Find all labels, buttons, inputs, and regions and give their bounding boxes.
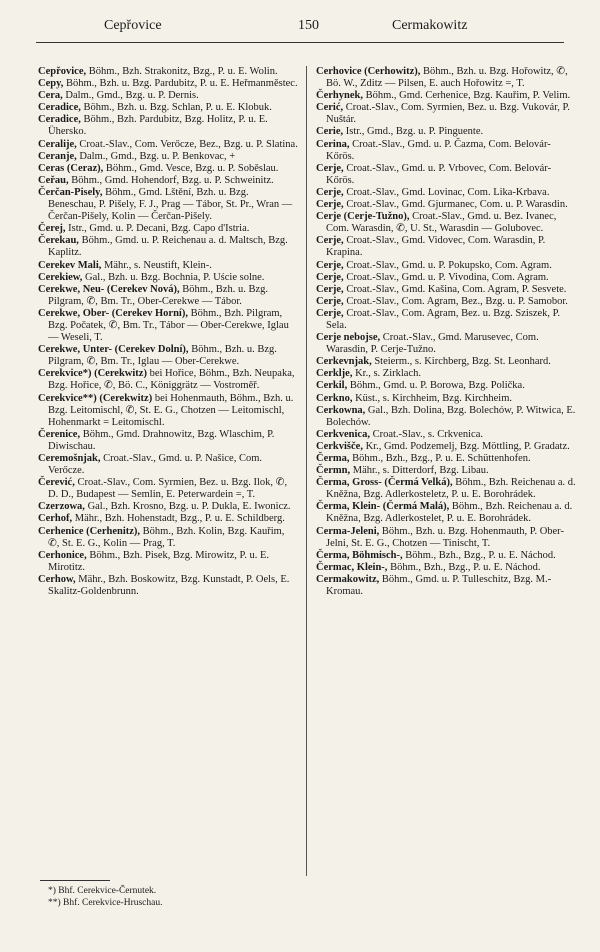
entry-headword: Cerie, — [316, 126, 344, 138]
gazetteer-entry — [38, 272, 298, 284]
entry-text: Croat.-Slav., Gmd. Kašina, Com. Agram, P. Sesvete. — [343, 283, 567, 295]
entry-headword: Ceradice, — [38, 114, 81, 126]
entry-text: bei Hohenmauth, Böhm., Bzh. u. Bzg. Leitomischl, ✆, St. E. G., Chotzen — Leitomischl, Hohenmarkt = Leitomischl. — [48, 392, 294, 428]
gazetteer-entry — [38, 90, 298, 102]
gazetteer-entry — [38, 344, 298, 368]
entry-text: Böhm., Bzh. Pilgram, Bzg. Počatek, ✆, Bm. Tr., Tábor — Ober-Cerekwe, Iglau — Weseli, T. — [48, 307, 289, 344]
entry-text: Croat.-Slav., Gmd. u. P. Vrbovec, Com. Belovár-Kőrös. — [326, 162, 552, 186]
gazetteer-entry — [38, 102, 298, 114]
gazetteer-entry — [316, 235, 576, 259]
entry-headword: Cepřovice, — [38, 66, 87, 77]
gazetteer-entry — [38, 163, 298, 175]
entry-text: Böhm., Bzh. u. Bzg. Hohenmauth, P. Ober-Jelni, St. E. G., Chotzen — Tinischt, T. — [326, 525, 564, 549]
entry-text: Böhm., Bzh. Reichenau a. d. Kněžna, Bzg. Adlerkostelet, P. u. E. Borohrádek. — [326, 501, 573, 525]
entry-text: Böhm., Gmd. Drahnowitz, Bzg. Wlaschim, P. Diwischau. — [48, 428, 275, 452]
entry-headword: Cerkevnjak, — [316, 356, 372, 368]
column-divider — [306, 66, 307, 876]
header-rule — [36, 42, 564, 43]
entry-headword: Ceras (Ceraz), — [38, 162, 104, 174]
entry-text: Böhm., Bzh., Bzg., P. u. E. Náchod. — [387, 561, 541, 573]
gazetteer-entry — [38, 550, 298, 574]
header-right-keyword: Cermakowitz — [392, 18, 468, 33]
entry-text: Böhm., Bzh. u. Bzg. Pilgram, ✆, Bm. Tr., Iglau — Ober-Cerekwe. — [48, 344, 277, 368]
footnote-1: *) Bhf. Cerekvice-Černutek. — [48, 886, 157, 896]
entry-text: Böhm., Bzh. Pardubitz, Bzg. Holitz, P. u. E. Ühersko. — [48, 114, 268, 138]
gazetteer-entry — [316, 453, 576, 465]
entry-text: Mähr., s. Neustift, Klein-. — [101, 259, 212, 271]
entry-headword: Cerma-Jeleni, — [316, 525, 380, 537]
entry-headword: Cerje, — [316, 186, 344, 198]
entry-headword: Cerekwe, Unter- (Cerekev Dolní), — [38, 344, 189, 356]
entry-text: Böhm., Gmd. Lštění, Bzh. u. Bzg. Beneschau, P. Pišely, F. J., Prag — Tábor, St. Pr., Wran — Čerčan-Pišely, Kolin — Čerčan-Pišely. — [48, 186, 293, 223]
entry-headword: Cerje, — [316, 307, 344, 319]
gazetteer-entry — [316, 393, 576, 405]
entry-headword: Cerkvišče, — [316, 440, 363, 452]
gazetteer-entry — [316, 139, 576, 163]
entry-headword: Čerenice, — [38, 428, 81, 440]
gazetteer-entry — [38, 139, 298, 151]
entry-text: Böhm., Gmd. u. P. Reichenau a. d. Maltsch, Bzg. Kaplitz. — [48, 235, 288, 259]
entry-text: Croat.-Slav., Gmd. u. P. Čazma, Com. Belovár-Kőrös. — [326, 138, 551, 162]
gazetteer-entry — [316, 380, 576, 392]
entry-headword: Čerević, — [38, 477, 75, 489]
entry-headword: Čerma, Gross- (Čermá Velká), — [316, 477, 453, 489]
footnote-2: **) Bhf. Cerekvice-Hruschau. — [48, 898, 163, 908]
entry-text: Böhm., Bzh. u. Bzg. Schlan, P. u. E. Klobuk. — [80, 102, 272, 114]
gazetteer-entry — [38, 513, 298, 525]
entry-text: Croat.-Slav., Gmd. u. P. Pokupsko, Com. Agram. — [343, 259, 552, 271]
entry-headword: Cerekev Mali, — [38, 259, 102, 271]
entry-headword: Čerhynek, — [316, 90, 363, 102]
entry-headword: Cerje, — [316, 235, 344, 247]
entry-headword: Czerzowa, — [38, 501, 85, 513]
entry-headword: Cerje, — [316, 295, 344, 307]
entry-text: Croat.-Slav., Gmd. Vidovec, Com. Warasdin, P. Krapina. — [326, 235, 546, 259]
gazetteer-entry — [316, 356, 576, 368]
gazetteer-entry — [316, 284, 576, 296]
entry-text: Böhm., Bzh., Bzg., P. u. E. Náchod. — [402, 549, 556, 561]
gazetteer-entry — [316, 102, 576, 126]
gazetteer-entry — [38, 526, 298, 550]
entry-headword: Čerma, Böhmisch-, — [316, 549, 403, 561]
gazetteer-entry — [316, 66, 576, 90]
entry-headword: Čerčan-Pisely, — [38, 186, 103, 198]
gazetteer-entry — [316, 574, 576, 598]
gazetteer-entry — [316, 477, 576, 501]
gazetteer-entry — [316, 163, 576, 187]
gazetteer-entry — [316, 211, 576, 235]
entry-text: Istr., Gmd. u. P. Decani, Bzg. Capo d'Istria. — [65, 223, 250, 235]
entry-text: Croat.-Slav., Com. Syrmien, Bez. u. Bzg. Vukovár, P. Nuštár. — [326, 102, 570, 126]
entry-text: Böhm., Bzh. u. Bzg. Pilgram, ✆, Bm. Tr., Ober-Cerekwe — Tábor. — [48, 283, 268, 307]
entry-text: Kr., Gmd. Podzemelj, Bzg. Möttling, P. Gradatz. — [362, 440, 570, 452]
gazetteer-entry — [316, 429, 576, 441]
entry-headword: Cerje, — [316, 271, 344, 283]
gazetteer-entry — [38, 501, 298, 513]
gazetteer-entry — [38, 308, 298, 344]
entry-text: Böhm., Bzh. u. Bzg. Hořowitz, ✆, Bö. W., Zditz — Pilsen, E. auch Hořowitz =, T. — [326, 66, 568, 90]
entry-text: Gal., Bzh. Krosno, Bzg. u. P. Dukla, E. Iwonicz. — [84, 501, 291, 513]
entry-text: Croat.-Slav., Gmd. Gjurmanec, Com. u. P. Warasdin. — [343, 199, 568, 211]
entry-headword: Čerma, — [316, 453, 350, 464]
entry-headword: Ceradice, — [38, 102, 81, 114]
entry-headword: Cerekiew, — [38, 271, 83, 283]
entry-headword: Cerkno, — [316, 392, 353, 404]
entry-text: Croat.-Slav., s. Crkvenica. — [369, 428, 483, 440]
entry-text: Mähr., Bzh. Hohenstadt, Bzg., P. u. E. Schildberg. — [72, 513, 285, 525]
gazetteer-entry — [316, 199, 576, 211]
gazetteer-entry — [38, 260, 298, 272]
gazetteer-entry — [38, 453, 298, 477]
entry-headword: Cerje (Cerje-Tužno), — [316, 211, 410, 223]
entry-text: Dalm., Gmd., Bzg. u. P. Dernis. — [62, 90, 199, 102]
gazetteer-entry — [38, 429, 298, 453]
entry-headword: Cera, — [38, 90, 63, 102]
gazetteer-entry — [316, 501, 576, 525]
entry-headword: Cerkil, — [316, 380, 348, 392]
gazetteer-entry — [38, 187, 298, 223]
entry-text: Böhm., Gmd. Hohendorf, Bzg. u. P. Schweinitz. — [68, 174, 274, 186]
gazetteer-entry — [316, 272, 576, 284]
gazetteer-entry — [38, 393, 298, 429]
entry-headword: Čerma, Klein- (Čermá Malá), — [316, 501, 450, 513]
gazetteer-entry — [316, 562, 576, 574]
gazetteer-entry — [316, 368, 576, 380]
entry-headword: Cerekwe, Neu- (Cerekev Nová), — [38, 283, 180, 295]
entry-text: Böhm., Bzh. u. Bzg. Pardubitz, P. u. E. Heřmanměstec. — [63, 78, 298, 90]
entry-text: Böhm., Gmd. Vesce, Bzg. u. P. Soběslau. — [103, 162, 279, 174]
entry-headword: Cerekvice**) (Cerekwitz) — [38, 392, 153, 404]
entry-text: Mähr., s. Ditterdorf, Bzg. Libau. — [350, 465, 489, 477]
entry-headword: Cerje, — [316, 162, 344, 174]
gazetteer-entry — [38, 175, 298, 187]
gazetteer-entry — [38, 223, 298, 235]
entry-text: Küst., s. Kirchheim, Bzg. Kirchheim. — [352, 392, 512, 404]
entry-text: Croat.-Slav., Com. Agram, Bez., Bzg. u. P. Samobor. — [343, 295, 568, 307]
entry-text: Croat.-Slav., Gmd. u. Bez. Ivanec, Com. Warasdin, ✆, U. St., Warasdin — Golubovec. — [326, 211, 557, 235]
entry-headword: Cerhof, — [38, 513, 73, 525]
gazetteer-entry — [38, 66, 298, 78]
entry-text: Böhm., Bzh. Kolin, Bzg. Kauřim, ✆, St. E. G., Kolin — Prag, T. — [48, 525, 285, 549]
entry-headword: Cerkowna, — [316, 404, 366, 416]
gazetteer-entry — [38, 574, 298, 598]
entry-headword: Cerina, — [316, 138, 350, 150]
entry-text: Croat.-Slav., Com. Verőcze, Bez., Bzg. u. P. Slatina. — [76, 138, 298, 150]
entry-text: Croat.-Slav., Gmd. u. P. Našice, Com. Verőcze. — [48, 453, 262, 477]
left-column — [38, 66, 298, 598]
footnote-rule — [40, 880, 110, 881]
gazetteer-entry — [316, 405, 576, 429]
entry-headword: Ceřau, — [38, 174, 69, 186]
entry-text: Böhm., Bzh., Bzg., P. u. E. Schüttenhofen. — [349, 453, 531, 464]
gazetteer-entry — [316, 296, 576, 308]
entry-headword: Čerekau, — [38, 235, 79, 247]
gazetteer-entry — [38, 114, 298, 138]
entry-headword: Cerhenice (Cerhenitz), — [38, 525, 141, 537]
page-number: 150 — [298, 18, 319, 33]
entry-headword: Cerklje, — [316, 368, 353, 380]
entry-text: Böhm., Gmd. u. P. Tulleschitz, Bzg. M.-Kromau. — [326, 573, 552, 598]
gazetteer-entry — [316, 550, 576, 562]
entry-headword: Cerić, — [316, 102, 344, 114]
entry-headword: Cerhow, — [38, 573, 76, 585]
entry-text: Croat.-Slav., Gmd. u. P. Vivodina, Com. Agram. — [343, 271, 549, 283]
entry-text: Croat.-Slav., Com. Agram, Bez. u. Bzg. Sziszek, P. Sela. — [326, 307, 560, 331]
entry-text: Böhm., Bzh. Pisek, Bzg. Mirowitz, P. u. E. Mirotitz. — [48, 549, 269, 573]
entry-headword: Ceremošnjak, — [38, 453, 101, 464]
entry-headword: Cermakowitz, — [316, 573, 380, 585]
entry-text: Croat.-Slav., Gmd. Marusevec, Com. Warasdin, P. Cerje-Tužno. — [326, 332, 539, 356]
entry-headword: Cerhovice (Cerhowitz), — [316, 66, 421, 77]
entry-headword: Cerekwe, Ober- (Cerekev Horní), — [38, 307, 188, 319]
gazetteer-entry — [316, 187, 576, 199]
gazetteer-entry — [316, 332, 576, 356]
entry-text: Croat.-Slav., Gmd. Lovinac, Com. Lika-Krbava. — [343, 186, 550, 198]
entry-text: Böhm., Gmd. Cerhenice, Bzg. Kauřim, P. Velim. — [362, 90, 571, 102]
gazetteer-entry — [316, 526, 576, 550]
gazetteer-entry — [38, 368, 298, 392]
gazetteer-entry — [316, 90, 576, 102]
entry-headword: Cerje, — [316, 199, 344, 211]
gazetteer-entry — [316, 465, 576, 477]
entry-headword: Cerekvice*) (Cerekwitz) — [38, 368, 147, 380]
gazetteer-entry — [38, 284, 298, 308]
entry-headword: Ceranje, — [38, 150, 77, 162]
entry-headword: Čermn, — [316, 465, 351, 477]
entry-text: Gal., Bzh. Dolina, Bzg. Bolechów, P. Witwica, E. Bolechów. — [326, 404, 576, 428]
entry-text: Istr., Gmd., Bzg. u. P. Pinguente. — [343, 126, 484, 138]
entry-text: Mähr., Bzh. Boskowitz, Bzg. Kunstadt, P. Oels, E. Skalitz-Goldenbrunn. — [48, 573, 290, 598]
entry-headword: Čermac, Klein-, — [316, 561, 388, 573]
entry-text: Steierm., s. Kirchberg, Bzg. St. Leonhard. — [371, 356, 551, 368]
gazetteer-entry — [38, 78, 298, 90]
gazetteer-entry — [316, 308, 576, 332]
entry-headword: Cerje, — [316, 283, 344, 295]
entry-text: bei Hořice, Böhm., Bzh. Neupaka, Bzg. Hořice, ✆, Bö. C., Königgrätz — Vostroměř. — [48, 368, 295, 392]
gazetteer-entry — [38, 477, 298, 501]
entry-text: Dalm., Gmd., Bzg. u. P. Benkovac, + — [76, 150, 236, 162]
entry-headword: Cerje nebojse, — [316, 332, 381, 344]
entry-text: Kr., s. Zirklach. — [352, 368, 421, 380]
entry-headword: Čerej, — [38, 223, 66, 235]
entry-text: Böhm., Bzh. Strakonitz, Bzg., P. u. E. Wolin. — [86, 66, 278, 77]
entry-headword: Cerje, — [316, 259, 344, 271]
entry-text: Böhm., Gmd. u. P. Borowa, Bzg. Polička. — [347, 380, 525, 392]
gazetteer-entry — [316, 126, 576, 138]
entry-text: Gal., Bzh. u. Bzg. Bochnia, P. Uście solne. — [82, 271, 265, 283]
gazetteer-entry — [316, 260, 576, 272]
header-left-keyword: Cepřovice — [104, 18, 162, 33]
gazetteer-entry — [38, 235, 298, 259]
gazetteer-entry — [38, 151, 298, 163]
right-column — [316, 66, 576, 598]
entry-headword: Cerkvenica, — [316, 428, 370, 440]
entry-text: Böhm., Bzh. Reichenau a. d. Kněžna, Bzg. Adlerkosteletz, P. u. E. Borohrádek. — [326, 477, 576, 501]
entry-headword: Cepy, — [38, 78, 64, 90]
page-header — [36, 18, 564, 40]
entry-text: Croat.-Slav., Com. Syrmien, Bez. u. Bzg. Ilok, ✆, D. D., Budapest — Semlin, E. Peterwardein =, T. — [48, 477, 288, 501]
gazetteer-entry — [316, 441, 576, 453]
entry-headword: Cerhonice, — [38, 549, 87, 561]
entry-headword: Ceralije, — [38, 138, 77, 150]
